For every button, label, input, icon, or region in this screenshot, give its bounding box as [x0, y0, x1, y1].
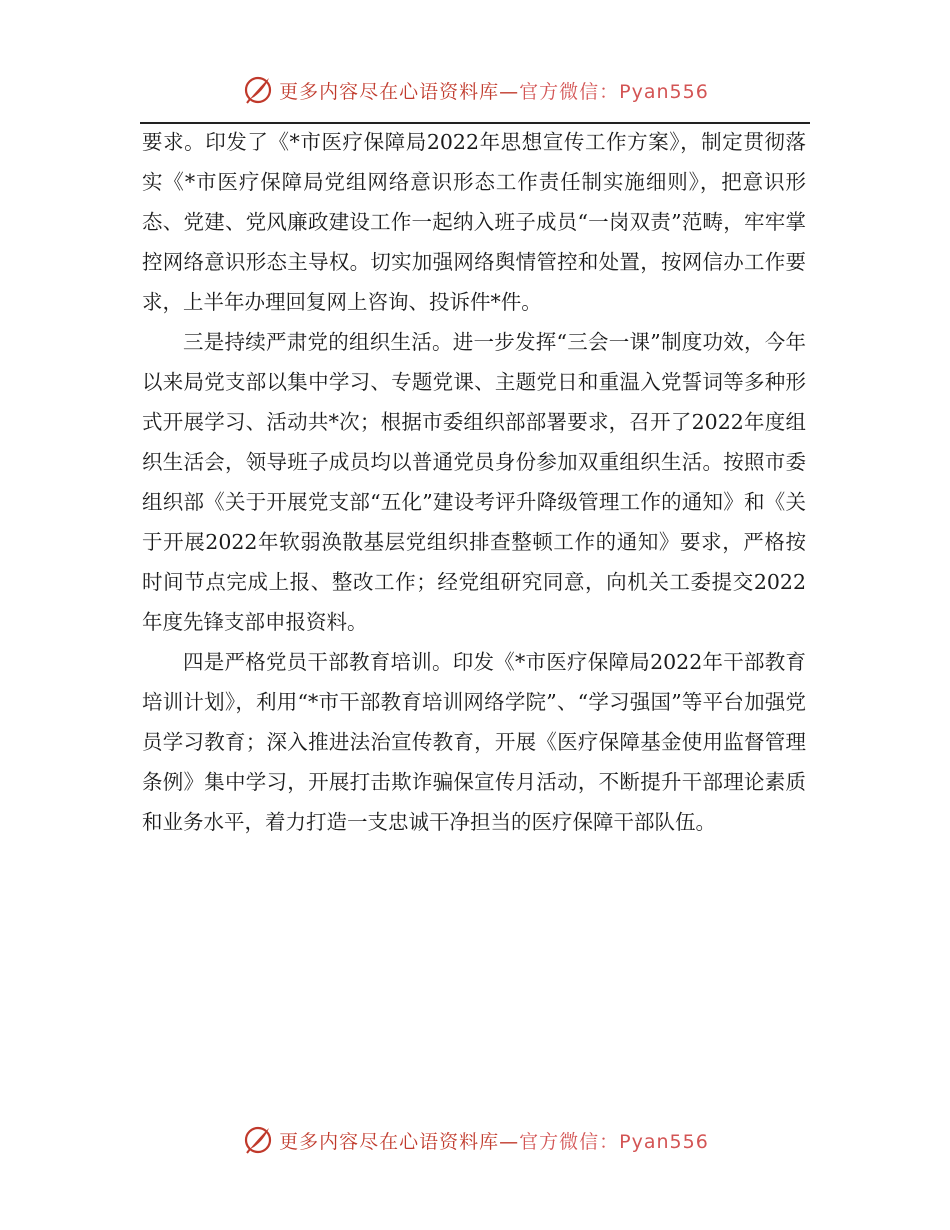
quill-logo-icon: [241, 73, 275, 107]
header-banner-wechat: 官方微信：Pyan556: [519, 80, 709, 103]
footer-banner-text: [279, 1127, 709, 1154]
header-banner-text: [279, 77, 709, 104]
paragraph-1: 要求。印发了《*市医疗保障局2022年思想宣传工作方案》，制定贯彻落实《*市医疗保障局党组网络意识形态工作责任制实施细则》，把意识形态、党建、党风廉政建设工作一起纳入班子成员“一岗双责”范畴，牢牢掌控网络意识形态主导权。切实加强网络舆情管控和处置，按网信办工作要求，上半年办理回复网上咨询、投诉件*件。: [142, 130, 806, 314]
document-body: [142, 122, 806, 842]
footer-banner-wechat: 官方微信：Pyan556: [519, 1130, 709, 1153]
footer-watermark-banner: [0, 1120, 950, 1160]
quill-logo-icon: [241, 1123, 275, 1157]
footer-banner-main: 更多内容尽在心语资料库: [279, 1130, 500, 1153]
paragraph-3: 四是严格党员干部教育培训。印发《*市医疗保障局2022年干部教育培训计划》，利用“*市干部教育培训网络学院”、“学习强国”等平台加强党员学习教育；深入推进法治宣传教育，开展《医疗保障基金使用监督管理条例》集中学习，开展打击欺诈骗保宣传月活动，不断提升干部理论素质和业务水平，着力打造一支忠诚干净担当的医疗保障干部队伍。: [142, 650, 806, 834]
header-watermark-banner: [0, 70, 950, 110]
footer-banner-dash: —: [499, 1130, 520, 1153]
header-banner-dash: —: [499, 80, 520, 103]
paragraph-2: 三是持续严肃党的组织生活。进一步发挥“三会一课”制度功效，今年以来局党支部以集中学习、专题党课、主题党日和重温入党誓词等多种形式开展学习、活动共*次；根据市委组织部部署要求，召开了2022年度组织生活会，领导班子成员均以普通党员身份参加双重组织生活。按照市委组织部《关于开展党支部“五化”建设考评升降级管理工作的通知》和《关于开展2022年软弱涣散基层党组织排查整顿工作的通知》要求，严格按时间节点完成上报、整改工作；经党组研究同意，向机关工委提交2022年度先锋支部申报资料。: [142, 330, 806, 634]
header-banner-main: 更多内容尽在心语资料库: [279, 80, 500, 103]
